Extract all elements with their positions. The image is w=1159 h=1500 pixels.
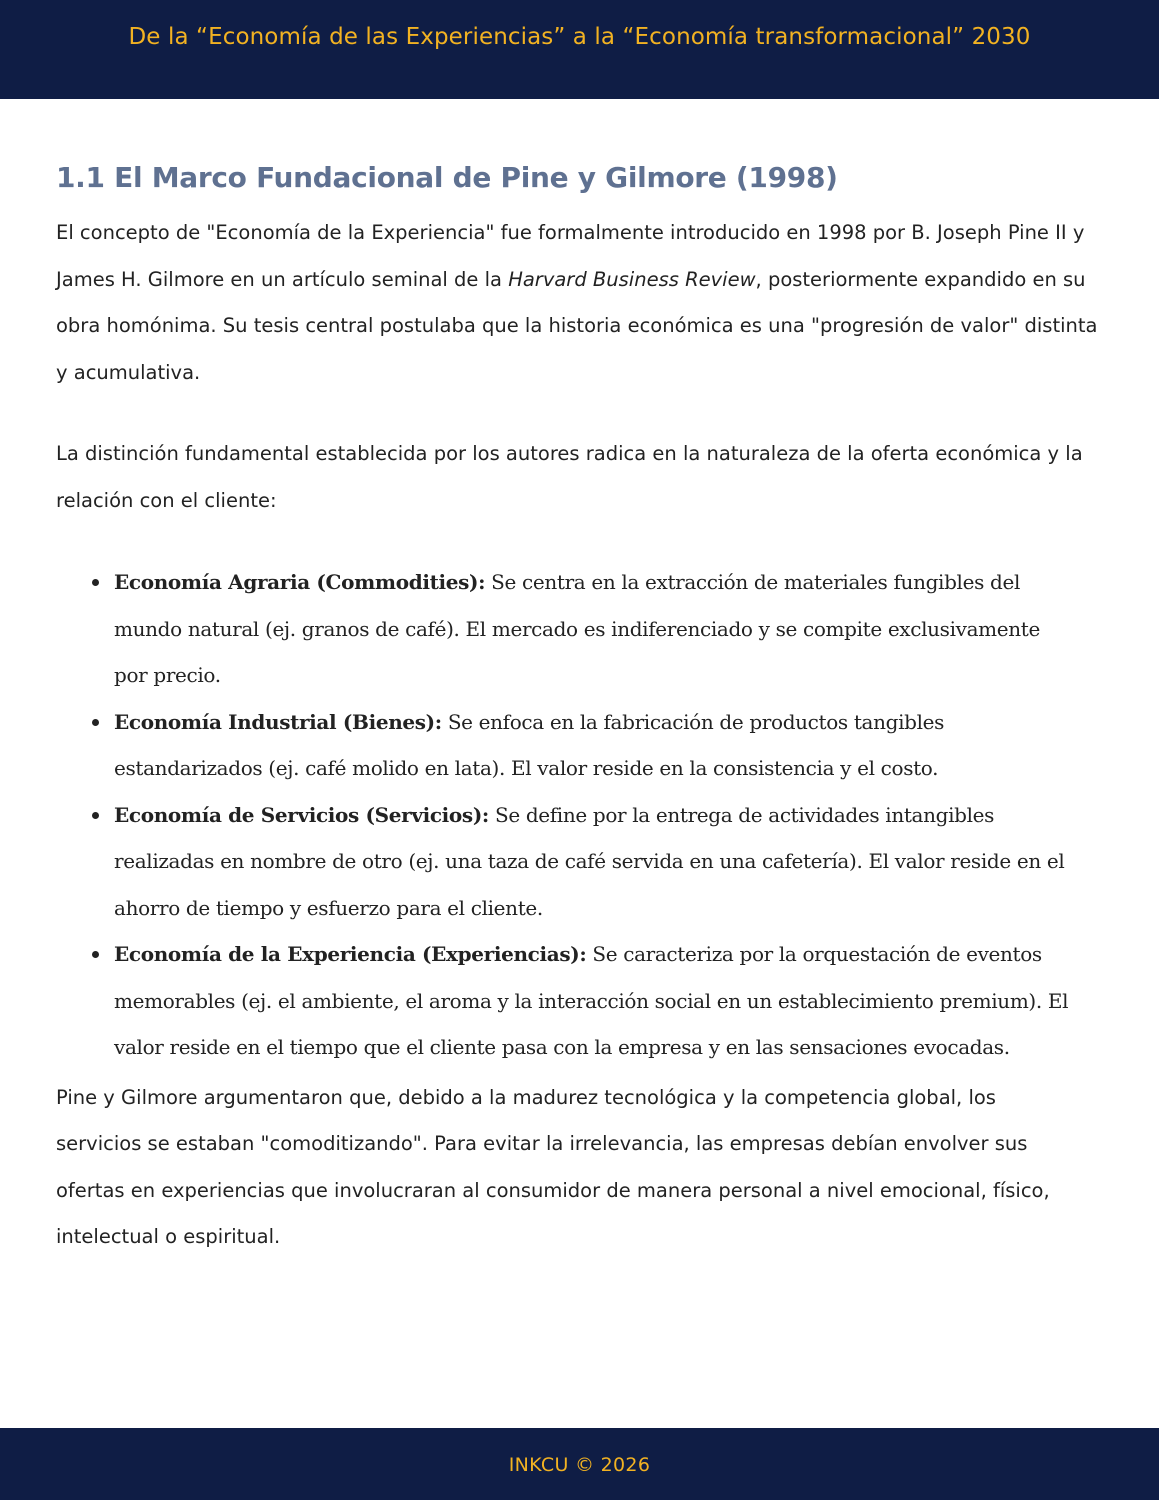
- publication-title: Harvard Business Review: [508, 267, 756, 291]
- list-item-industrial: [114, 699, 1034, 792]
- bullet-term: Economía Agraria (Commodities):: [114, 570, 486, 594]
- bullet-term: Economía Industrial (Bienes):: [114, 709, 442, 734]
- conclusion-paragraph: Pine y Gilmore argumentaron que, debido a la madurez tecnológica y la competencia global, los servicios se estaban "comoditizando". Para evitar la irrelevancia, las empresas debían envolver sus ofertas en experiencias que involucraran al consumidor de manera personal a nivel emocional, físico, intelectual o espiritual.: [56, 1085, 1050, 1248]
- section-heading: 1.1 El Marco Fundacional de Pine y Gilmore (1998): [56, 161, 838, 194]
- intro-text-start: El concepto de "Economía de la Experiencia" fue formalmente introducido en 1998 por B. Joseph Pine II y James H. Gilmore en un artículo seminal de la: [56, 221, 1085, 291]
- list-item-services: [114, 792, 1089, 932]
- bullet-text: Se caracteriza por la orquestación de eventos memorables (ej. el ambiente, el aroma y la interacción social en un establecimiento premium). El valor reside en el tiempo que el cliente pasa con la empresa y en las sensaciones evocadas.: [114, 942, 1069, 1059]
- intro-paragraph: [56, 210, 1101, 396]
- bullet-term: Economía de Servicios (Servicios):: [114, 802, 489, 827]
- bullet-text: Se enfoca en la fabricación de productos tangibles estandarizados (ej. café molido en lata). El valor reside en la consistencia y el costo.: [114, 709, 945, 780]
- header-title: De la “Economía de las Experiencias” a la “Economía transformacional” 2030: [128, 24, 1031, 50]
- footer-copyright: INKCU © 2026: [508, 1454, 651, 1476]
- distinction-paragraph: La distinción fundamental establecida por los autores radica en la naturaleza de la oferta económica y la relación con el cliente:: [56, 442, 1083, 512]
- intro-text-end: , posteriormente expandido en su obra homónima. Su tesis central postulaba que la historia económica es una "progresión de valor" distinta y acumulativa.: [56, 267, 1098, 384]
- list-item-agrarian: [114, 559, 1079, 699]
- bullet-term: Economía de la Experiencia (Experiencias):: [114, 942, 587, 966]
- page-footer: [0, 1428, 1159, 1500]
- bullet-text: Se define por la entrega de actividades intangibles realizadas en nombre de otro (ej. una taza de café servida en una cafetería). El valor reside en el ahorro de tiempo y esfuerzo para el cliente.: [114, 802, 1065, 920]
- page-header: [0, 0, 1159, 99]
- economy-stages-list: [56, 559, 1106, 1071]
- list-item-experience: [114, 931, 1074, 1071]
- main-content: [56, 158, 1106, 1261]
- bullet-text: Se centra en la extracción de materiales fungibles del mundo natural (ej. granos de café). El mercado es indiferenciado y se compite exclusivamente por precio.: [114, 570, 1040, 687]
